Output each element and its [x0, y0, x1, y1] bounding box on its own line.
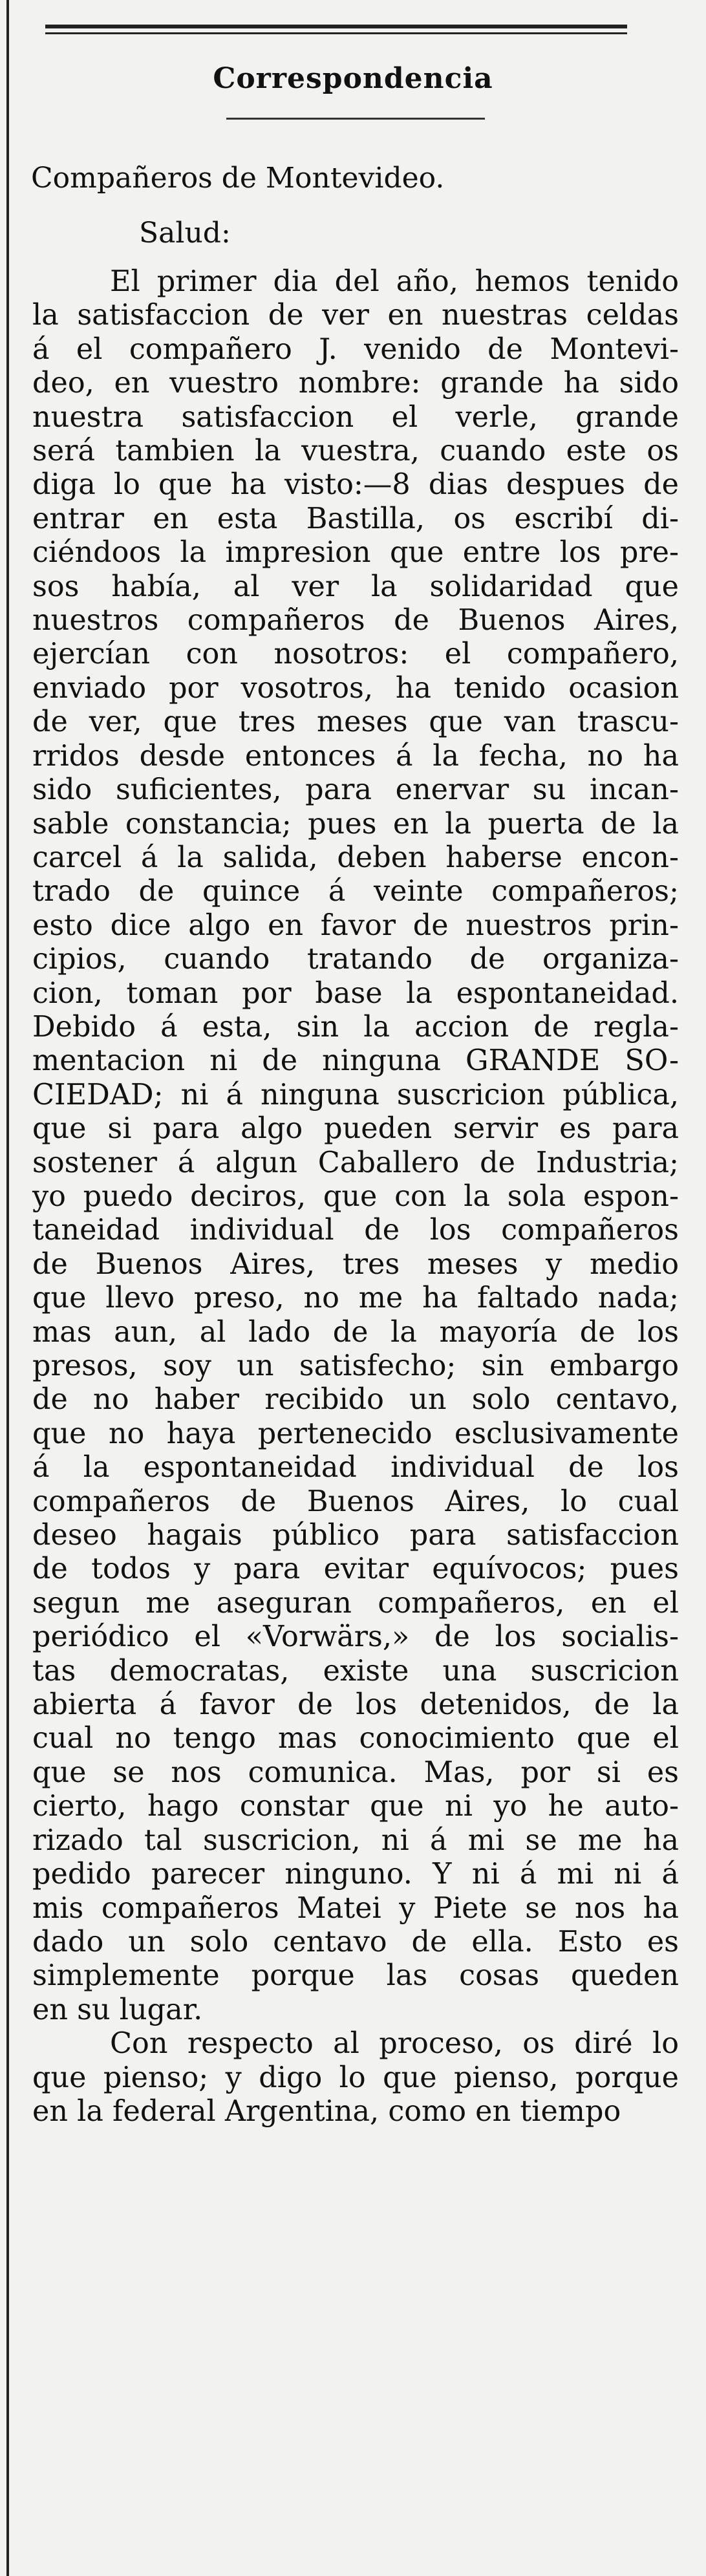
letter-body — [32, 265, 679, 2129]
text-line: enviado por vosotros, ha tenido ocasion — [32, 671, 679, 705]
text-line: de no haber recibido un solo centavo, — [32, 1383, 679, 1417]
text-line: en su lugar. — [32, 1993, 203, 2026]
text-line: sable constancia; pues en la puerta de la — [32, 807, 679, 841]
text-line: diga lo que ha visto:—8 dias despues de — [32, 468, 679, 502]
text-line: será tambien la vuestra, cuando este os — [32, 435, 679, 468]
section-title: Correspondencia — [213, 62, 493, 95]
text-line: tas democratas, existe una suscricion — [32, 1654, 679, 1688]
text-line: la satisfaccion de ver en nuestras celdas — [32, 299, 679, 332]
text-line: dado un solo centavo de ella. Esto es — [32, 1925, 679, 1959]
header-rule-thick — [45, 25, 627, 28]
text-line: rridos desde entonces á la fecha, no ha — [32, 739, 679, 773]
text-line: segun me aseguran compañeros, en el — [32, 1586, 679, 1620]
text-line: entrar en esta Bastilla, os escribí di- — [32, 502, 679, 535]
text-line: de todos y para evitar equívocos; pues — [32, 1552, 679, 1586]
text-line: Debido á esta, sin la accion de regla- — [32, 1010, 679, 1044]
text-line: nuestra satisfaccion el verle, grande — [32, 400, 679, 434]
text-line: mis compañeros Matei y Piete se nos ha — [32, 1891, 679, 1925]
text-line: nuestros compañeros de Buenos Aires, — [32, 604, 679, 638]
column-divider — [6, 0, 9, 2576]
text-line: en la federal Argentina, como en tiempo — [32, 2094, 621, 2128]
text-line: mentacion ni de ninguna GRANDE SO- — [32, 1044, 679, 1078]
text-line: abierta á favor de los detenidos, de la — [32, 1688, 679, 1722]
text-line: á el compañero J. venido de Montevi- — [32, 332, 679, 366]
text-line: ejercían con nosotros: el compañero, — [32, 638, 679, 671]
text-line: CIEDAD; ni á ninguna suscricion pública, — [32, 1078, 679, 1111]
text-line: compañeros de Buenos Aires, lo cual — [32, 1485, 679, 1518]
text-line: yo puedo deciros, que con la sola espon- — [32, 1179, 679, 1213]
letter-salutation: Salud: — [139, 217, 231, 250]
text-line: deseo hagais público para satisfaccion — [32, 1519, 679, 1552]
text-line: que no haya pertenecido esclusivamente — [32, 1417, 679, 1450]
text-line: sido suficientes, para enervar su incan- — [32, 773, 679, 807]
text-line: carcel á la salida, deben haberse encon- — [32, 841, 679, 874]
text-line: que si para algo pueden servir es para — [32, 1112, 679, 1146]
text-line: que pienso; y digo lo que pienso, porque — [32, 2061, 679, 2094]
text-line: trado de quince á veinte compañeros; — [32, 875, 679, 908]
text-line: cion, toman por base la espontaneidad. — [32, 976, 679, 1010]
text-line: El primer dia del año, hemos tenido — [110, 265, 679, 298]
text-line: ciéndoos la impresion que entre los pre- — [32, 536, 679, 570]
text-line: sostener á algun Caballero de Industria; — [32, 1146, 679, 1179]
text-line: rizado tal suscricion, ni á mi se me ha — [32, 1823, 679, 1857]
text-line: cipios, cuando tratando de organiza- — [32, 943, 679, 976]
text-line: á la espontaneidad individual de los — [32, 1451, 679, 1485]
text-line: que se nos comunica. Mas, por si es — [32, 1755, 679, 1789]
text-line: simplemente porque las cosas queden — [32, 1959, 679, 1993]
text-line: sos había, al ver la solidaridad que — [32, 570, 679, 603]
text-line: de ver, que tres meses que van trascu- — [32, 705, 679, 739]
text-line: pedido parecer ninguno. Y ni á mi ni á — [32, 1858, 679, 1891]
text-line: de Buenos Aires, tres meses y medio — [32, 1247, 679, 1281]
header-rule-thin — [45, 32, 627, 34]
letter-greeting: Compañeros de Montevideo. — [31, 162, 445, 195]
text-line: cierto, hago constar que ni yo he auto- — [32, 1790, 679, 1823]
text-line: taneidad individual de los compañeros — [32, 1214, 679, 1247]
title-rule — [226, 118, 485, 120]
text-line: presos, soy un satisfecho; sin embargo — [32, 1349, 679, 1382]
text-line: esto dice algo en favor de nuestros prin- — [32, 908, 679, 942]
text-line: deo, en vuestro nombre: grande ha sido — [32, 367, 679, 400]
text-line: mas aun, al lado de la mayoría de los — [32, 1315, 679, 1349]
text-line: Con respecto al proceso, os diré lo — [110, 2027, 679, 2061]
text-line: que llevo preso, no me ha faltado nada; — [32, 1282, 679, 1315]
text-line: cual no tengo mas conocimiento que el — [32, 1722, 679, 1755]
text-line: periódico el «Vorwärs,» de los socialis- — [32, 1620, 679, 1654]
